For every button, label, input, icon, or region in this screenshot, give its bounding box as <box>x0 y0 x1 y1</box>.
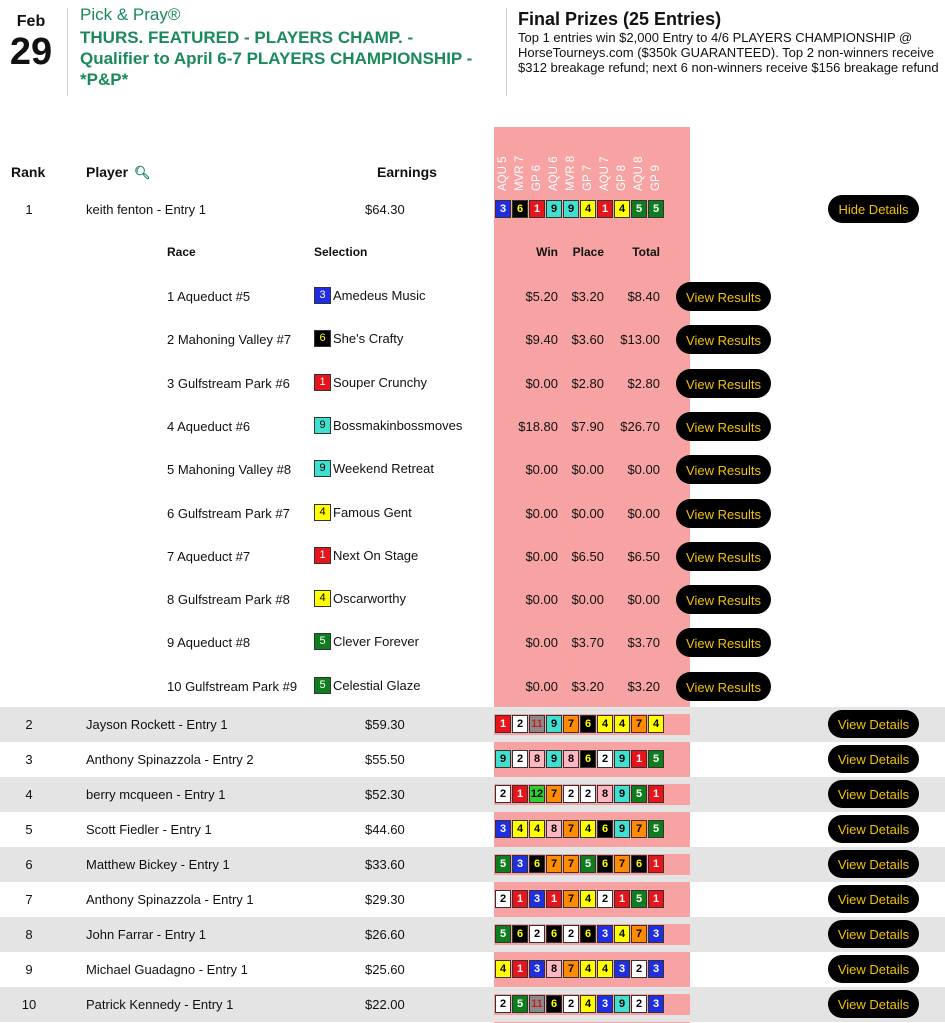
saddle-cloth: 8 <box>529 750 545 768</box>
saddle-cloth: 4 <box>580 890 596 908</box>
saddle-cloth: 6 <box>597 820 613 838</box>
selection-saddle-cloth: 4 <box>314 504 331 521</box>
rank-cell: 5 <box>25 822 33 837</box>
saddle-cloth: 8 <box>597 785 613 803</box>
saddle-cloth: 9 <box>614 820 630 838</box>
saddle-cloth: 11 <box>529 715 545 733</box>
total-payout: $13.00 <box>620 332 660 348</box>
horse-name: Next On Stage <box>333 547 419 563</box>
place-payout: $0.00 <box>571 462 604 478</box>
place-payout: $0.00 <box>571 505 604 521</box>
rank-cell: 3 <box>25 752 33 767</box>
player-name: berry mcqueen - Entry 1 <box>86 787 226 802</box>
win-payout: $9.40 <box>525 332 558 348</box>
win-payout: $18.80 <box>518 418 558 434</box>
selection <box>314 287 425 304</box>
earnings-cell: $52.30 <box>365 787 405 802</box>
horse-name: Bossmakinbossmoves <box>333 417 463 433</box>
horse-name: Clever Forever <box>333 634 419 650</box>
detail-header-selection: Selection <box>314 245 368 259</box>
saddle-cloth: 7 <box>563 960 579 978</box>
saddle-cloth: 6 <box>580 750 596 768</box>
win-payout: $0.00 <box>525 678 558 694</box>
view-details-button[interactable]: View Details <box>828 955 919 983</box>
saddle-cloth: 4 <box>614 925 630 943</box>
table-row <box>0 742 945 777</box>
earnings-cell: $29.30 <box>365 892 405 907</box>
selection-saddle-cloth: 5 <box>314 677 331 694</box>
race-column-label: GP 8 <box>616 165 628 191</box>
saddle-cloth: 1 <box>614 890 630 908</box>
win-payout: $0.00 <box>525 505 558 521</box>
tournament-title: THURS. FEATURED - PLAYERS CHAMP. - Qualifier to April 6-7 PLAYERS CHAMPIONSHIP - *P&P* <box>80 28 473 89</box>
saddle-cloth: 3 <box>648 960 664 978</box>
saddle-cloth: 1 <box>648 890 664 908</box>
selection <box>314 460 434 477</box>
detail-row <box>0 621 945 664</box>
saddle-cloth: 2 <box>512 715 528 733</box>
race-column-label: AQU 7 <box>599 156 611 191</box>
saddle-cloth: 4 <box>495 960 511 978</box>
player-name: Scott Fiedler - Entry 1 <box>86 822 212 837</box>
saddle-cloth: 2 <box>597 750 613 768</box>
race-column-label: GP 7 <box>582 165 594 191</box>
saddle-cloth: 12 <box>529 785 545 803</box>
saddle-cloth: 3 <box>648 995 664 1013</box>
place-payout: $2.80 <box>571 375 604 391</box>
race-column-label: AQU 5 <box>497 156 509 191</box>
place-payout: $3.60 <box>571 332 604 348</box>
picks-strip <box>494 889 690 910</box>
race-name: 2 Mahoning Valley #7 <box>167 332 292 348</box>
view-details-button[interactable]: View Details <box>828 885 919 913</box>
win-payout: $0.00 <box>525 548 558 564</box>
picks-strip <box>494 714 690 735</box>
detail-row <box>0 318 945 361</box>
saddle-cloth: 9 <box>563 200 579 218</box>
view-details-button[interactable]: View Details <box>828 815 919 843</box>
race-name: 9 Aqueduct #8 <box>167 635 251 651</box>
saddle-cloth: 5 <box>631 785 647 803</box>
saddle-cloth: 5 <box>580 855 596 873</box>
table-row <box>0 192 945 227</box>
header-divider <box>67 8 68 96</box>
saddle-cloth: 4 <box>580 960 596 978</box>
table-row <box>0 882 945 917</box>
race-column-label: AQU 8 <box>633 156 645 191</box>
event-day: 29 <box>9 31 53 73</box>
saddle-cloth: 4 <box>512 820 528 838</box>
picks-strip <box>494 994 690 1015</box>
view-results-button[interactable]: View Results <box>676 585 771 614</box>
race-column-headers <box>494 129 690 191</box>
earnings-cell: $25.60 <box>365 962 405 977</box>
place-payout: $7.90 <box>571 418 604 434</box>
saddle-cloth: 3 <box>648 925 664 943</box>
saddle-cloth: 5 <box>648 750 664 768</box>
win-payout: $0.00 <box>525 592 558 608</box>
win-payout: $5.20 <box>525 289 558 304</box>
selection <box>314 330 403 347</box>
view-details-button[interactable]: View Details <box>828 780 919 808</box>
place-payout: $3.20 <box>571 289 604 304</box>
view-results-button[interactable]: View Results <box>676 412 771 441</box>
saddle-cloth: 7 <box>546 855 562 873</box>
saddle-cloth: 5 <box>495 855 511 873</box>
view-results-button[interactable]: View Results <box>676 628 771 657</box>
selection-saddle-cloth: 1 <box>314 547 331 564</box>
saddle-cloth: 6 <box>512 200 528 218</box>
saddle-cloth: 7 <box>631 715 647 733</box>
selection <box>314 547 418 564</box>
view-details-button[interactable]: View Details <box>828 920 919 948</box>
saddle-cloth: 9 <box>614 995 630 1013</box>
event-month: Feb <box>16 13 46 30</box>
saddle-cloth: 3 <box>597 925 613 943</box>
saddle-cloth: 6 <box>546 995 562 1013</box>
selection-saddle-cloth: 1 <box>314 374 331 391</box>
saddle-cloth: 3 <box>495 200 511 218</box>
view-details-button[interactable]: View Details <box>828 710 919 738</box>
total-payout: $2.80 <box>627 375 660 391</box>
saddle-cloth: 2 <box>563 785 579 803</box>
selection <box>314 417 462 434</box>
saddle-cloth: 6 <box>512 925 528 943</box>
table-row <box>0 917 945 952</box>
saddle-cloth: 3 <box>529 890 545 908</box>
selection-saddle-cloth: 9 <box>314 460 331 477</box>
saddle-cloth: 4 <box>580 820 596 838</box>
saddle-cloth: 2 <box>631 960 647 978</box>
horse-name: Souper Crunchy <box>333 374 427 390</box>
race-name: 10 Gulfstream Park #9 <box>167 678 298 694</box>
table-row <box>0 952 945 987</box>
table-row <box>0 987 945 1022</box>
player-name: Patrick Kennedy - Entry 1 <box>86 997 234 1012</box>
selection-saddle-cloth: 9 <box>314 417 331 434</box>
saddle-cloth: 3 <box>529 960 545 978</box>
saddle-cloth: 4 <box>529 820 545 838</box>
picks-strip <box>494 199 690 220</box>
saddle-cloth: 7 <box>563 890 579 908</box>
rank-cell: 2 <box>25 717 33 732</box>
saddle-cloth: 9 <box>495 750 511 768</box>
saddle-cloth: 1 <box>597 200 613 218</box>
saddle-cloth: 1 <box>631 750 647 768</box>
view-results-button[interactable]: View Results <box>676 282 771 311</box>
view-results-button[interactable]: View Results <box>676 369 771 398</box>
total-payout: $26.70 <box>620 418 660 434</box>
total-payout: $0.00 <box>627 505 660 521</box>
saddle-cloth: 1 <box>648 855 664 873</box>
race-name: 4 Aqueduct #6 <box>167 418 251 434</box>
total-payout: $3.20 <box>627 678 660 694</box>
event-date <box>0 12 62 72</box>
saddle-cloth: 1 <box>512 785 528 803</box>
table-row <box>0 707 945 742</box>
view-results-button[interactable]: View Results <box>676 542 771 571</box>
saddle-cloth: 2 <box>563 995 579 1013</box>
table-row <box>0 777 945 812</box>
saddle-cloth: 2 <box>495 890 511 908</box>
saddle-cloth: 8 <box>563 750 579 768</box>
detail-row <box>0 535 945 578</box>
race-name: 3 Gulfstream Park #6 <box>167 375 290 391</box>
earnings-cell: $64.30 <box>365 202 405 217</box>
selection <box>314 374 427 391</box>
selection <box>314 504 412 521</box>
saddle-cloth: 5 <box>512 995 528 1013</box>
saddle-cloth: 5 <box>631 200 647 218</box>
prizes-description: Top 1 entries win $2,000 Entry to 4/6 PLAYERS CHAMPIONSHIP @ HorseTourneys.com ($350k GUARANTEED). Top 2 non-winners receive $312 breakage refund; next 6 non-winners receive $156 breakage refund <box>518 30 939 75</box>
horse-name: She's Crafty <box>333 331 404 347</box>
picks-strip <box>494 924 690 945</box>
saddle-cloth: 5 <box>648 820 664 838</box>
selection-saddle-cloth: 5 <box>314 633 331 650</box>
detail-header-place: Place <box>572 245 604 259</box>
place-payout: $0.00 <box>571 592 604 608</box>
player-name: Jayson Rockett - Entry 1 <box>86 717 228 732</box>
race-column-label: GP 6 <box>531 165 543 191</box>
table-row <box>0 812 945 847</box>
win-payout: $0.00 <box>525 375 558 391</box>
saddle-cloth: 11 <box>529 995 545 1013</box>
rank-cell: 4 <box>25 787 33 802</box>
saddle-cloth: 2 <box>512 750 528 768</box>
saddle-cloth: 5 <box>648 200 664 218</box>
header-divider-2 <box>506 8 507 96</box>
total-payout: $3.70 <box>627 635 660 651</box>
saddle-cloth: 6 <box>631 855 647 873</box>
earnings-cell: $33.60 <box>365 857 405 872</box>
picks-strip <box>494 854 690 875</box>
saddle-cloth: 7 <box>563 820 579 838</box>
saddle-cloth: 2 <box>529 925 545 943</box>
view-details-button[interactable]: View Details <box>828 850 919 878</box>
selection-saddle-cloth: 3 <box>314 287 331 304</box>
race-name: 7 Aqueduct #7 <box>167 548 251 564</box>
race-column-label: AQU 6 <box>548 156 560 191</box>
total-payout: $0.00 <box>627 462 660 478</box>
detail-row <box>0 578 945 621</box>
saddle-cloth: 5 <box>495 925 511 943</box>
player-name: Anthony Spinazzola - Entry 1 <box>86 892 254 907</box>
saddle-cloth: 1 <box>512 890 528 908</box>
rank-cell: 10 <box>21 997 37 1012</box>
player-name: keith fenton - Entry 1 <box>86 202 206 217</box>
selection <box>314 590 406 607</box>
total-payout: $0.00 <box>627 592 660 608</box>
rank-cell: 8 <box>25 927 33 942</box>
view-results-button[interactable]: View Results <box>676 499 771 528</box>
header-rank: Rank <box>11 164 46 180</box>
saddle-cloth: 2 <box>580 785 596 803</box>
saddle-cloth: 9 <box>546 715 562 733</box>
detail-row <box>0 362 945 405</box>
place-payout: $3.70 <box>571 635 604 651</box>
saddle-cloth: 9 <box>614 750 630 768</box>
saddle-cloth: 4 <box>614 715 630 733</box>
rank-cell: 1 <box>25 202 33 217</box>
saddle-cloth: 9 <box>614 785 630 803</box>
selection-saddle-cloth: 6 <box>314 330 331 347</box>
saddle-cloth: 1 <box>495 715 511 733</box>
race-name: 5 Mahoning Valley #8 <box>167 462 292 478</box>
search-icon[interactable]: 🔍︎ <box>134 165 151 180</box>
saddle-cloth: 6 <box>580 715 596 733</box>
saddle-cloth: 3 <box>614 960 630 978</box>
detail-row <box>0 405 945 448</box>
detail-row <box>0 665 945 708</box>
saddle-cloth: 4 <box>580 200 596 218</box>
horse-name: Weekend Retreat <box>333 461 434 477</box>
saddle-cloth: 6 <box>580 925 596 943</box>
detail-row <box>0 492 945 535</box>
table-row <box>0 847 945 882</box>
race-column-label: GP 9 <box>650 165 662 191</box>
saddle-cloth: 2 <box>631 995 647 1013</box>
saddle-cloth: 7 <box>563 855 579 873</box>
hide-details-button[interactable]: Hide Details <box>828 195 919 223</box>
saddle-cloth: 2 <box>563 925 579 943</box>
saddle-cloth: 7 <box>546 785 562 803</box>
earnings-cell: $55.50 <box>365 752 405 767</box>
prizes-title: Final Prizes (25 Entries) <box>518 9 722 29</box>
header-player-label: Player <box>86 164 129 180</box>
detail-header-race: Race <box>167 245 196 259</box>
saddle-cloth: 5 <box>631 890 647 908</box>
saddle-cloth: 1 <box>648 785 664 803</box>
earnings-cell: $59.30 <box>365 717 405 732</box>
saddle-cloth: 4 <box>648 715 664 733</box>
picks-strip <box>494 784 690 805</box>
place-payout: $3.20 <box>571 678 604 694</box>
picks-strip <box>494 749 690 770</box>
saddle-cloth: 2 <box>597 890 613 908</box>
saddle-cloth: 4 <box>597 715 613 733</box>
saddle-cloth: 4 <box>614 200 630 218</box>
header-earnings: Earnings <box>377 164 437 180</box>
saddle-cloth: 6 <box>529 855 545 873</box>
picks-strip <box>494 819 690 840</box>
saddle-cloth: 4 <box>597 960 613 978</box>
selection-saddle-cloth: 4 <box>314 590 331 607</box>
saddle-cloth: 3 <box>597 995 613 1013</box>
detail-row <box>0 275 945 318</box>
saddle-cloth: 4 <box>580 995 596 1013</box>
saddle-cloth: 9 <box>546 200 562 218</box>
saddle-cloth: 7 <box>614 855 630 873</box>
race-column-label: MVR 8 <box>565 155 577 191</box>
total-payout: $6.50 <box>627 548 660 564</box>
earnings-cell: $26.60 <box>365 927 405 942</box>
saddle-cloth: 8 <box>546 960 562 978</box>
view-details-button[interactable]: View Details <box>828 745 919 773</box>
horse-name: Celestial Glaze <box>333 677 421 693</box>
saddle-cloth: 9 <box>546 750 562 768</box>
saddle-cloth: 6 <box>597 855 613 873</box>
saddle-cloth: 7 <box>631 925 647 943</box>
race-name: 1 Aqueduct #5 <box>167 289 251 304</box>
saddle-cloth: 1 <box>512 960 528 978</box>
race-name: 6 Gulfstream Park #7 <box>167 505 290 521</box>
saddle-cloth: 1 <box>546 890 562 908</box>
win-payout: $0.00 <box>525 635 558 651</box>
detail-header-win: Win <box>536 245 558 259</box>
saddle-cloth: 1 <box>529 200 545 218</box>
saddle-cloth: 7 <box>631 820 647 838</box>
earnings-cell: $22.00 <box>365 997 405 1012</box>
player-name: Michael Guadagno - Entry 1 <box>86 962 248 977</box>
rank-cell: 9 <box>25 962 33 977</box>
header-player <box>86 164 151 181</box>
saddle-cloth: 2 <box>495 995 511 1013</box>
rank-cell: 6 <box>25 857 33 872</box>
player-name: Anthony Spinazzola - Entry 2 <box>86 752 254 767</box>
saddle-cloth: 8 <box>546 820 562 838</box>
detail-header-total: Total <box>632 245 660 259</box>
view-results-button[interactable]: View Results <box>676 325 771 354</box>
race-column-label: MVR 7 <box>514 155 526 191</box>
rank-cell: 7 <box>25 892 33 907</box>
race-name: 8 Gulfstream Park #8 <box>167 592 290 608</box>
detail-row <box>0 448 945 491</box>
place-payout: $6.50 <box>571 548 604 564</box>
player-name: John Farrar - Entry 1 <box>86 927 206 942</box>
view-results-button[interactable]: View Results <box>676 455 771 484</box>
selection <box>314 677 420 694</box>
earnings-cell: $44.60 <box>365 822 405 837</box>
saddle-cloth: 7 <box>563 715 579 733</box>
view-details-button[interactable]: View Details <box>828 990 919 1018</box>
picks-strip <box>494 959 690 980</box>
horse-name: Amedeus Music <box>333 288 426 303</box>
selection <box>314 633 419 650</box>
saddle-cloth: 6 <box>546 925 562 943</box>
brand-title: Pick & Pray® <box>80 5 181 24</box>
win-payout: $0.00 <box>525 462 558 478</box>
horse-name: Oscarworthy <box>333 591 406 607</box>
saddle-cloth: 3 <box>495 820 511 838</box>
saddle-cloth: 2 <box>495 785 511 803</box>
saddle-cloth: 3 <box>512 855 528 873</box>
total-payout: $8.40 <box>627 289 660 304</box>
view-results-button[interactable]: View Results <box>676 672 771 701</box>
horse-name: Famous Gent <box>333 504 412 520</box>
player-name: Matthew Bickey - Entry 1 <box>86 857 230 872</box>
